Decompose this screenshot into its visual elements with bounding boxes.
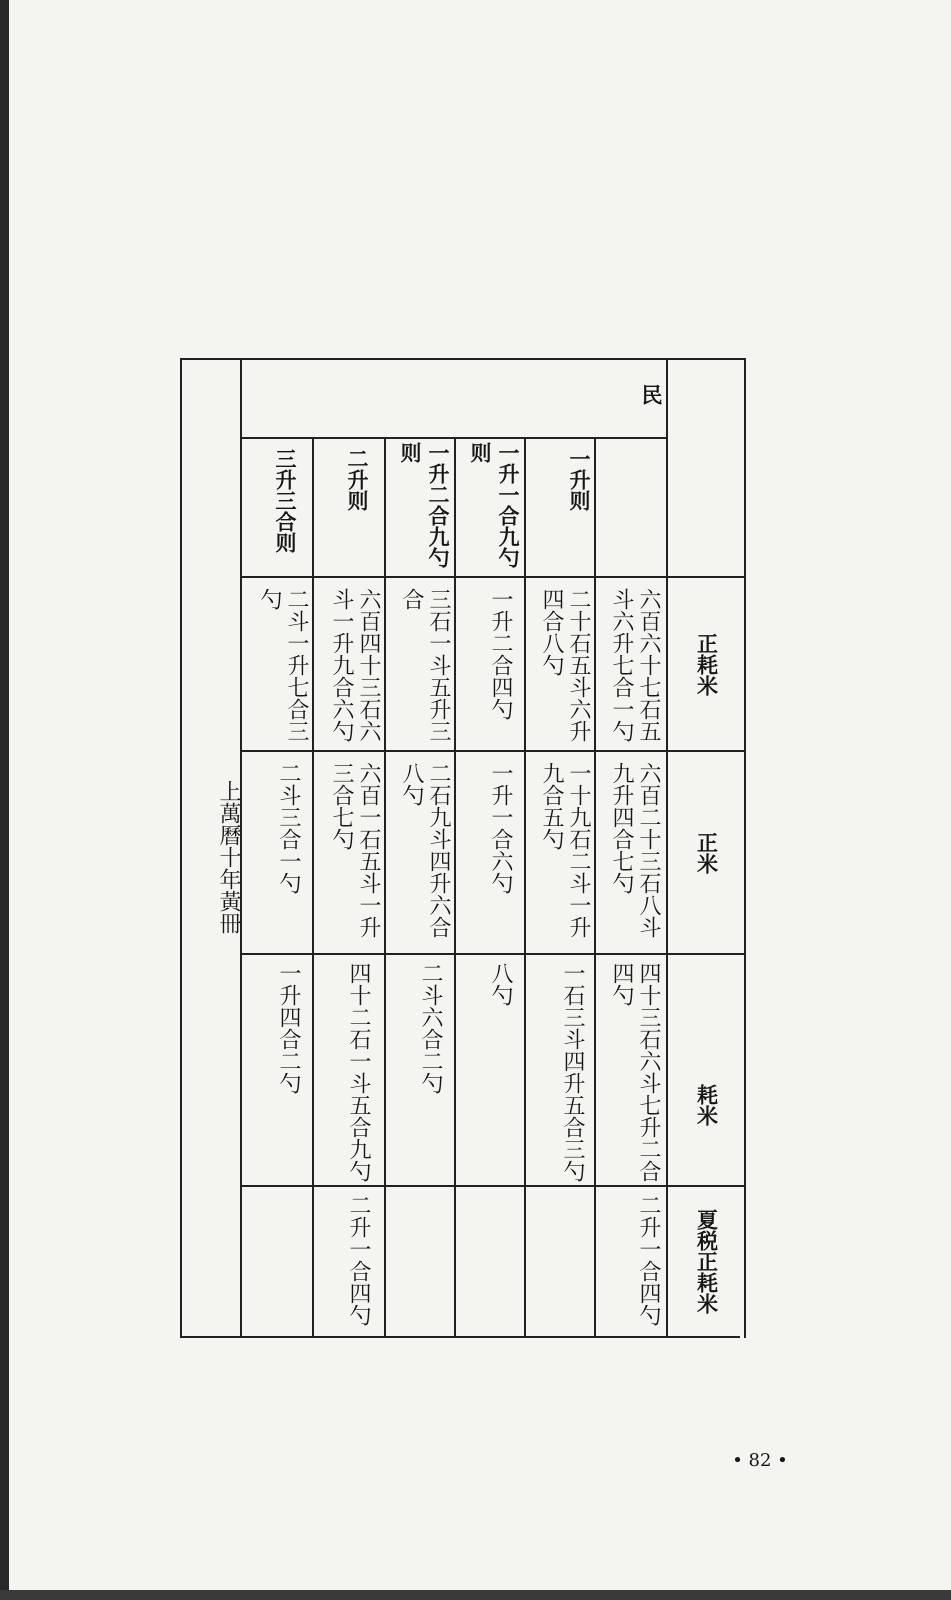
col0-zheng-hao-mi: 六百六十七石五斗六升七合一勺 [609,588,661,742]
col1-xia-shui [530,1194,592,1334]
line-v-col4 [384,438,386,1338]
col5-zheng-hao-mi: 二斗一升七合三勺 [257,588,309,742]
col1-zheng-hao-mi: 二十石五斗六升四合八勺 [539,588,591,742]
col0-xia-shui: 二升一合四勺 [636,1194,661,1326]
table-border-bottom [180,1336,740,1338]
col0-zheng-mi: 六百二十三石八斗九升四合七勺 [609,762,661,938]
col5-hao-mi: 一升四合二勺 [276,962,301,1094]
col3-zheng-mi: 二石九斗四升六合八勺 [399,762,451,938]
table-border-left [180,358,182,1338]
scan-bottom-border [0,1590,951,1600]
col3-hao-mi: 二斗六合二勺 [418,962,443,1094]
header-xia-shui: 夏税正耗米 [694,1209,719,1314]
col4-zheng-hao-mi: 六百四十三石六斗一升九合六勺 [329,588,381,742]
col1-hao-mi: 一石三斗四升五合三勺 [560,962,585,1182]
col4-hao-mi: 四十二石一斗五合九勺 [346,962,371,1182]
col2-zheng-mi: 一升一合六勺 [488,762,513,894]
col3-xia-shui [390,1194,452,1334]
line-v-header [666,358,668,1338]
col1-rate: 一升则 [567,448,591,511]
header-min: 民 [639,384,663,405]
header-hao-mi: 耗米 [694,1084,719,1126]
page-number: • 82 • [732,1450,788,1471]
col2-zheng-hao-mi: 一升二合四勺 [488,588,513,720]
line-v-col5 [312,438,314,1338]
col2-rate: 一升一合九勺则 [468,442,520,568]
col2-hao-mi: 八勺 [488,962,513,1006]
col3-rate: 一升二合九勺则 [398,442,450,568]
col0-rate [598,442,664,572]
register-title: 上萬曆十年黃冊 [216,780,241,934]
line-v-col2 [524,438,526,1338]
col4-xia-shui: 二升一合四勺 [346,1194,371,1326]
col1-zheng-mi: 一十九石二斗一升九合五勺 [539,762,591,938]
col0-hao-mi: 四十三石六斗七升二合四勺 [609,962,661,1182]
col5-rate: 三升三合则 [273,448,297,553]
table-border-right [744,358,746,1338]
line-v-col3 [454,438,456,1338]
col4-rate: 二升则 [345,448,369,511]
col5-xia-shui [248,1194,310,1334]
table-border-top [180,358,746,360]
col3-zheng-hao-mi: 三石一斗五升三合 [399,588,451,742]
header-zheng-hao-mi: 正耗米 [694,632,719,696]
col2-xia-shui [460,1194,522,1334]
col4-zheng-mi: 六百一石五斗一升三合七勺 [329,762,381,938]
scan-left-border [0,0,9,1600]
line-h-min [240,437,668,439]
col5-zheng-mi: 二斗三合一勺 [276,762,301,894]
line-v-col1 [594,438,596,1338]
header-zheng-mi: 正米 [694,831,719,874]
